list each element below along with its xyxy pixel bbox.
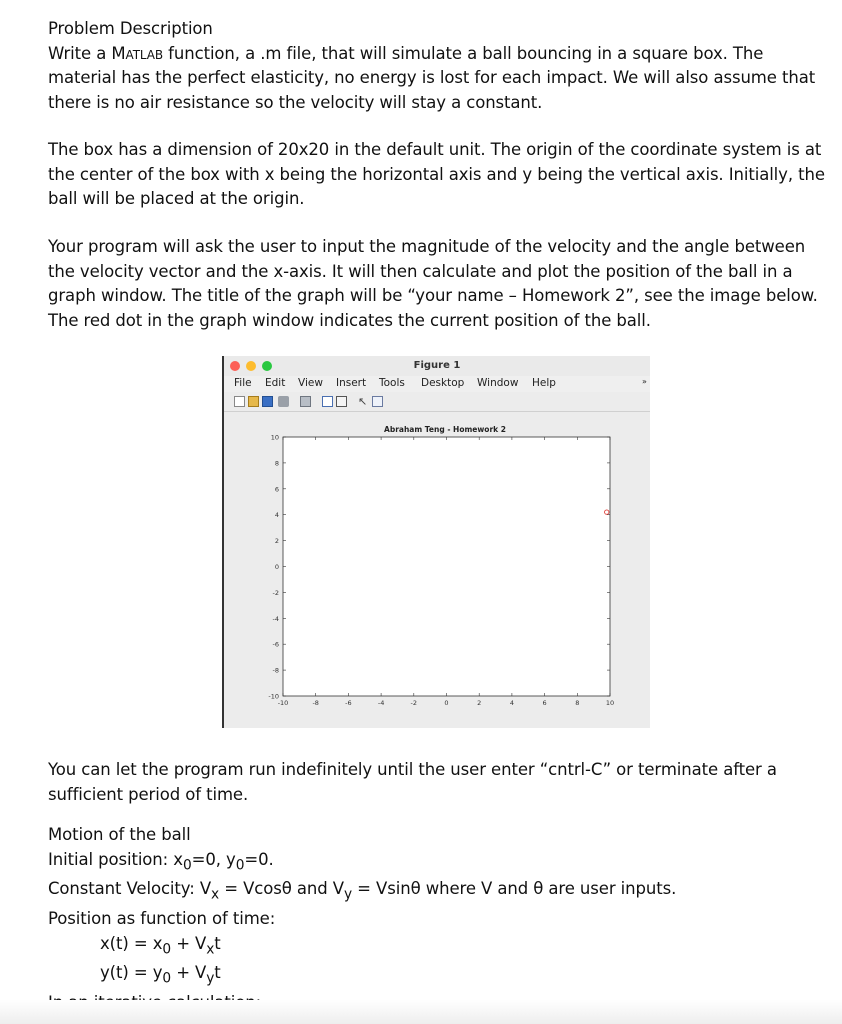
page-bottom-fade bbox=[0, 1000, 842, 1024]
program-paragraph bbox=[48, 235, 818, 333]
menu-help[interactable]: Help bbox=[532, 377, 556, 389]
y-tick-label: 2 bbox=[274, 537, 279, 546]
y-tick-label: -4 bbox=[272, 614, 279, 623]
position-label: Position as function of time: bbox=[48, 909, 276, 929]
x-tick-label: -4 bbox=[377, 699, 385, 707]
legend-icon[interactable] bbox=[336, 396, 347, 407]
y-tick-label: -10 bbox=[268, 692, 279, 701]
menu-file[interactable]: File bbox=[234, 377, 252, 389]
print-icon[interactable] bbox=[278, 396, 289, 407]
menu-edit[interactable]: Edit bbox=[265, 377, 286, 389]
run-line-2: sufficient period of time. bbox=[48, 784, 249, 804]
motion-section bbox=[48, 823, 818, 1016]
open-file-icon[interactable] bbox=[248, 396, 259, 407]
link-plot-icon[interactable] bbox=[300, 396, 311, 407]
intro-line-1: Write a Matlab function, a .m file, that will simulate a ball bouncing in a square box. The bbox=[48, 43, 764, 63]
x-tick-label: -6 bbox=[345, 699, 352, 707]
window-title: Figure 1 bbox=[413, 360, 461, 371]
plot-area bbox=[224, 412, 648, 728]
menu-insert[interactable]: Insert bbox=[336, 377, 367, 389]
equation-x: $x(t) = x_0 + V_xt$ bbox=[100, 933, 221, 957]
x-tick-label: -10 bbox=[277, 699, 289, 707]
save-icon[interactable] bbox=[262, 396, 273, 407]
menu-desktop[interactable]: Desktop bbox=[421, 377, 465, 389]
motion-heading: Motion of the ball bbox=[48, 825, 191, 844]
y-tick-label: -8 bbox=[272, 666, 279, 675]
box-line-3: ball will be placed at the origin. bbox=[48, 189, 305, 208]
menu-overflow-icon[interactable]: » bbox=[642, 377, 647, 386]
x-tick-label: -2 bbox=[410, 699, 418, 707]
x-tick-label: 0 bbox=[444, 699, 449, 707]
program-line-2: the velocity vector and the x-axis. It will then calculate and plot the position of the ball in a bbox=[48, 261, 793, 281]
initial-position: Initial position: $x_0=0$, $y_0=0$. bbox=[48, 849, 274, 873]
x-tick-label: 2 bbox=[477, 699, 482, 707]
x-tick-label: 8 bbox=[575, 699, 580, 707]
menu-window[interactable]: Window bbox=[477, 377, 519, 389]
y-tick-label: -6 bbox=[272, 640, 279, 649]
y-tick-label: 8 bbox=[274, 459, 279, 468]
intro-line-2: material has the perfect elasticity, no energy is lost for each impact. We will also assume that bbox=[48, 68, 816, 87]
problem-section bbox=[48, 17, 818, 115]
x-tick-label: 10 bbox=[605, 699, 615, 707]
y-tick-label: 0 bbox=[274, 563, 279, 571]
box-line-2: the center of the box with x being the horizontal axis and y being the vertical axis. Initially, the bbox=[48, 164, 825, 184]
title-bar bbox=[224, 356, 650, 377]
y-tick-label: 10 bbox=[270, 433, 279, 442]
toolbar bbox=[224, 393, 650, 412]
equation-y: $y(t) = y_0 + V_yt$ bbox=[100, 963, 221, 987]
box-line-1: The box has a dimension of 20x20 in the default unit. The origin of the coordinate system is at bbox=[48, 140, 822, 159]
x-tick-label: -8 bbox=[312, 699, 319, 707]
box-paragraph bbox=[48, 138, 825, 212]
x-tick-label: 4 bbox=[509, 699, 514, 707]
chart-title: Abraham Teng - Homework 2 bbox=[384, 425, 506, 434]
program-line-3: graph window. The title of the graph will be “your name – Homework 2”, see the image below. bbox=[48, 286, 818, 305]
y-tick-label: 6 bbox=[274, 485, 279, 494]
run-line-1: You can let the program run indefinitely until the user enter “cntrl-C” or terminate after a bbox=[48, 760, 777, 779]
y-tick-label: -2 bbox=[272, 588, 279, 597]
intro-line-3: there is no air resistance so the velocity will stay a constant. bbox=[48, 92, 543, 112]
colorbar-icon[interactable] bbox=[322, 396, 333, 407]
property-inspector-icon[interactable] bbox=[372, 396, 383, 407]
run-paragraph bbox=[48, 758, 818, 807]
edit-plot-arrow-icon[interactable]: ↖ bbox=[358, 395, 368, 408]
program-line-4: The red dot in the graph window indicates the current position of the ball. bbox=[48, 310, 651, 330]
constant-velocity: Constant Velocity: $V_x = Vcos\theta$ and $V_y = Vsin\theta$ where V and θ are user inputs. bbox=[48, 879, 677, 903]
axes-box bbox=[283, 437, 610, 696]
menu-bar bbox=[224, 376, 650, 392]
y-tick-label: 4 bbox=[274, 511, 279, 520]
menu-tools[interactable]: Tools bbox=[379, 377, 405, 389]
menu-view[interactable]: View bbox=[298, 377, 323, 389]
problem-heading: Problem Description bbox=[48, 19, 213, 38]
program-line-1: Your program will ask the user to input the magnitude of the velocity and the angle between bbox=[48, 237, 806, 256]
figure-window bbox=[222, 356, 650, 728]
new-figure-icon[interactable] bbox=[234, 396, 245, 407]
x-tick-label: 6 bbox=[542, 699, 547, 707]
